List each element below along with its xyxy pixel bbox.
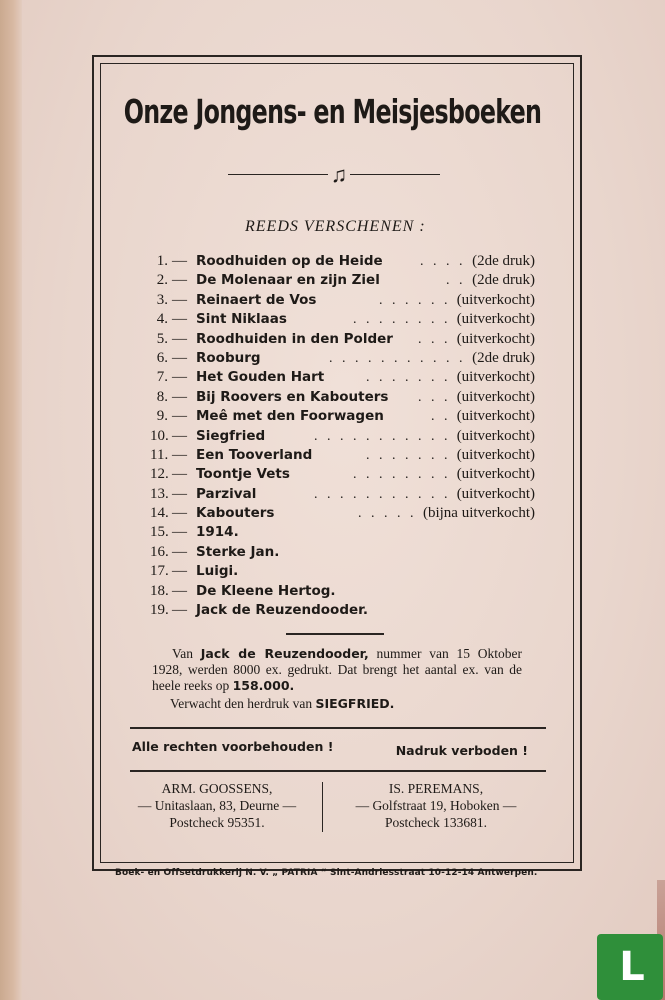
book-row bbox=[150, 368, 535, 387]
book-status: (uitverkocht) bbox=[456, 427, 535, 444]
leader-dots: . . . . . . . . bbox=[353, 467, 451, 483]
book-list bbox=[150, 252, 535, 620]
book-status: (uitverkocht) bbox=[456, 446, 535, 463]
book-number: 16. bbox=[150, 543, 169, 560]
leader-dots: . . . bbox=[418, 389, 451, 405]
leader-dots: . . . bbox=[418, 331, 451, 347]
book-number: 6. bbox=[156, 349, 168, 366]
book-dash: — bbox=[172, 563, 187, 580]
book-dash: — bbox=[172, 272, 187, 289]
book-number: 2. bbox=[156, 272, 168, 289]
badge-letter-icon: L bbox=[619, 944, 645, 990]
book-status: (uitverkocht) bbox=[456, 330, 535, 347]
leader-dots: . . bbox=[446, 273, 466, 289]
book-title: De Molenaar en zijn Ziel bbox=[196, 272, 380, 289]
book-row bbox=[150, 252, 535, 271]
book-title: Roodhuiden in den Polder bbox=[196, 330, 393, 347]
book-number: 4. bbox=[156, 311, 168, 328]
leader-dots: . . . . . . . . . . . bbox=[329, 350, 466, 366]
address-postcheck: Postcheck 133681. bbox=[385, 815, 487, 830]
book-title: De Kleene Hertog. bbox=[196, 582, 336, 599]
catalog-badge bbox=[597, 934, 663, 1000]
book-title: Roodhuiden op de Heide bbox=[196, 253, 383, 269]
book-title: 1914. bbox=[196, 524, 239, 541]
note-total: 158.000. bbox=[232, 678, 295, 693]
book-row bbox=[150, 446, 535, 465]
address-right bbox=[326, 780, 546, 831]
book-row bbox=[150, 310, 535, 329]
book-dash: — bbox=[172, 388, 187, 405]
book-number: 14. bbox=[150, 505, 169, 522]
book-row bbox=[150, 291, 535, 310]
book-dash: — bbox=[172, 505, 187, 522]
book-status: (uitverkocht) bbox=[456, 291, 535, 308]
reprint-note bbox=[170, 696, 394, 712]
book-status: (2de druk) bbox=[472, 272, 535, 289]
book-dash: — bbox=[172, 330, 187, 347]
book-number: 7. bbox=[156, 369, 168, 386]
book-row bbox=[150, 465, 535, 484]
book-number: 11. bbox=[150, 446, 169, 463]
leader-dots: . . . . . . . . . . . bbox=[314, 486, 451, 502]
leader-dots: . . . . . . bbox=[379, 292, 451, 308]
reprint-text: Verwacht den herdruk van bbox=[170, 696, 313, 711]
leader-dots: . . . . bbox=[420, 254, 466, 269]
book-dash: — bbox=[172, 427, 187, 444]
book-number: 9. bbox=[156, 408, 168, 425]
book-dash: — bbox=[172, 485, 187, 502]
book-row bbox=[150, 330, 535, 349]
address-street: — Unitaslaan, 83, Deurne — bbox=[137, 798, 297, 813]
book-title: Rooburg bbox=[196, 349, 261, 366]
book-title: Luigi. bbox=[196, 563, 239, 580]
book-row bbox=[150, 388, 535, 407]
book-row bbox=[150, 427, 535, 446]
book-spine bbox=[0, 0, 22, 1000]
book-status: (2de druk) bbox=[472, 349, 535, 366]
rights-reserved: Alle rechten voorbehouden ! bbox=[132, 739, 334, 754]
book-row bbox=[150, 407, 535, 426]
book-dash: — bbox=[172, 369, 187, 386]
book-row bbox=[150, 485, 535, 504]
book-status: (uitverkocht) bbox=[456, 408, 535, 425]
book-title: Sint Niklaas bbox=[196, 311, 287, 328]
address-postcheck: Postcheck 95351. bbox=[169, 815, 265, 830]
note-text: Van bbox=[172, 646, 193, 661]
book-dash: — bbox=[172, 253, 187, 269]
book-row bbox=[150, 271, 535, 290]
book-title: Jack de Reuzendooder. bbox=[196, 602, 369, 619]
book-status: (uitverkocht) bbox=[456, 466, 535, 483]
book-row bbox=[150, 349, 535, 368]
book-row bbox=[150, 562, 535, 581]
subtitle: REEDS VERSCHENEN : bbox=[245, 218, 426, 235]
book-dash: — bbox=[172, 291, 187, 308]
book-row bbox=[150, 543, 535, 562]
no-reprint: Nadruk verboden ! bbox=[395, 743, 528, 758]
rule-top bbox=[130, 727, 546, 729]
leader-dots: . . . . . . . bbox=[366, 447, 451, 463]
ornament-line-left bbox=[228, 174, 328, 175]
book-row bbox=[150, 601, 535, 620]
ornament-icon: ♫ bbox=[330, 162, 348, 187]
note-book-title: Jack de Reuzendooder, bbox=[200, 646, 369, 661]
leader-dots: . . . . . bbox=[358, 506, 417, 522]
book-number: 10. bbox=[150, 427, 169, 444]
book-status: (uitverkocht) bbox=[456, 388, 535, 405]
book-status: (2de druk) bbox=[472, 253, 535, 269]
book-row bbox=[150, 504, 535, 523]
book-dash: — bbox=[172, 582, 187, 599]
book-row bbox=[150, 523, 535, 542]
book-dash: — bbox=[172, 446, 187, 463]
print-run-note bbox=[152, 646, 522, 694]
rule-bottom bbox=[130, 770, 546, 772]
page-title: Onze Jongens- en Meisjesboeken bbox=[123, 92, 542, 131]
leader-dots: . . . . . . . . bbox=[353, 312, 451, 328]
separator bbox=[286, 633, 384, 635]
book-row bbox=[150, 582, 535, 601]
book-number: 19. bbox=[150, 602, 169, 619]
book-dash: — bbox=[172, 349, 187, 366]
book-dash: — bbox=[172, 524, 187, 541]
book-status: (uitverkocht) bbox=[456, 311, 535, 328]
book-number: 1. bbox=[156, 253, 168, 269]
leader-dots: . . . . . . . bbox=[366, 370, 451, 386]
address-divider bbox=[322, 782, 323, 832]
book-title: Siegfried bbox=[196, 427, 266, 444]
address-street: — Golfstraat 19, Hoboken — bbox=[355, 798, 517, 813]
book-title: Bij Roovers en Kabouters bbox=[196, 388, 389, 405]
book-title: Toontje Vets bbox=[196, 466, 290, 483]
ornament-line-right bbox=[350, 174, 440, 175]
leader-dots: . . . . . . . . . . . bbox=[314, 428, 451, 444]
book-dash: — bbox=[172, 466, 187, 483]
book-number: 13. bbox=[150, 485, 169, 502]
address-name: IS. PEREMANS, bbox=[388, 781, 484, 796]
note-text: nummer van 15 Oktober 1928, werden 8000 ex. gedrukt. Dat brengt het aantal ex. van de heele reeks op bbox=[152, 646, 523, 693]
book-status: (uitverkocht) bbox=[456, 485, 535, 502]
book-title: Sterke Jan. bbox=[196, 543, 280, 560]
book-title: Kabouters bbox=[196, 505, 275, 522]
book-number: 5. bbox=[156, 330, 168, 347]
book-number: 3. bbox=[156, 291, 168, 308]
book-title: Een Tooverland bbox=[196, 446, 313, 463]
book-dash: — bbox=[172, 408, 187, 425]
book-status: (bijna uitverkocht) bbox=[422, 505, 535, 522]
book-status: (uitverkocht) bbox=[456, 369, 535, 386]
book-dash: — bbox=[172, 311, 187, 328]
address-name: ARM. GOOSSENS, bbox=[161, 781, 273, 796]
address-left bbox=[112, 780, 322, 831]
reprint-book-title: SIEGFRIED. bbox=[315, 696, 395, 711]
book-number: 17. bbox=[150, 563, 169, 580]
book-number: 12. bbox=[150, 466, 169, 483]
book-dash: — bbox=[172, 543, 187, 560]
book-title: Het Gouden Hart bbox=[196, 369, 325, 386]
leader-dots: . . bbox=[431, 409, 451, 425]
book-number: 18. bbox=[150, 582, 169, 599]
book-title: Reinaert de Vos bbox=[196, 291, 317, 308]
book-number: 15. bbox=[150, 524, 169, 541]
book-title: Meê met den Foorwagen bbox=[196, 408, 384, 425]
book-dash: — bbox=[172, 602, 187, 619]
book-number: 8. bbox=[156, 388, 168, 405]
book-title: Parzival bbox=[196, 485, 257, 502]
printer-imprint: Boek- en Offsetdrukkerij N. V. „ PATRIA “ Sint-Andriesstraat 10-12-14 Antwerpen. bbox=[115, 868, 538, 878]
